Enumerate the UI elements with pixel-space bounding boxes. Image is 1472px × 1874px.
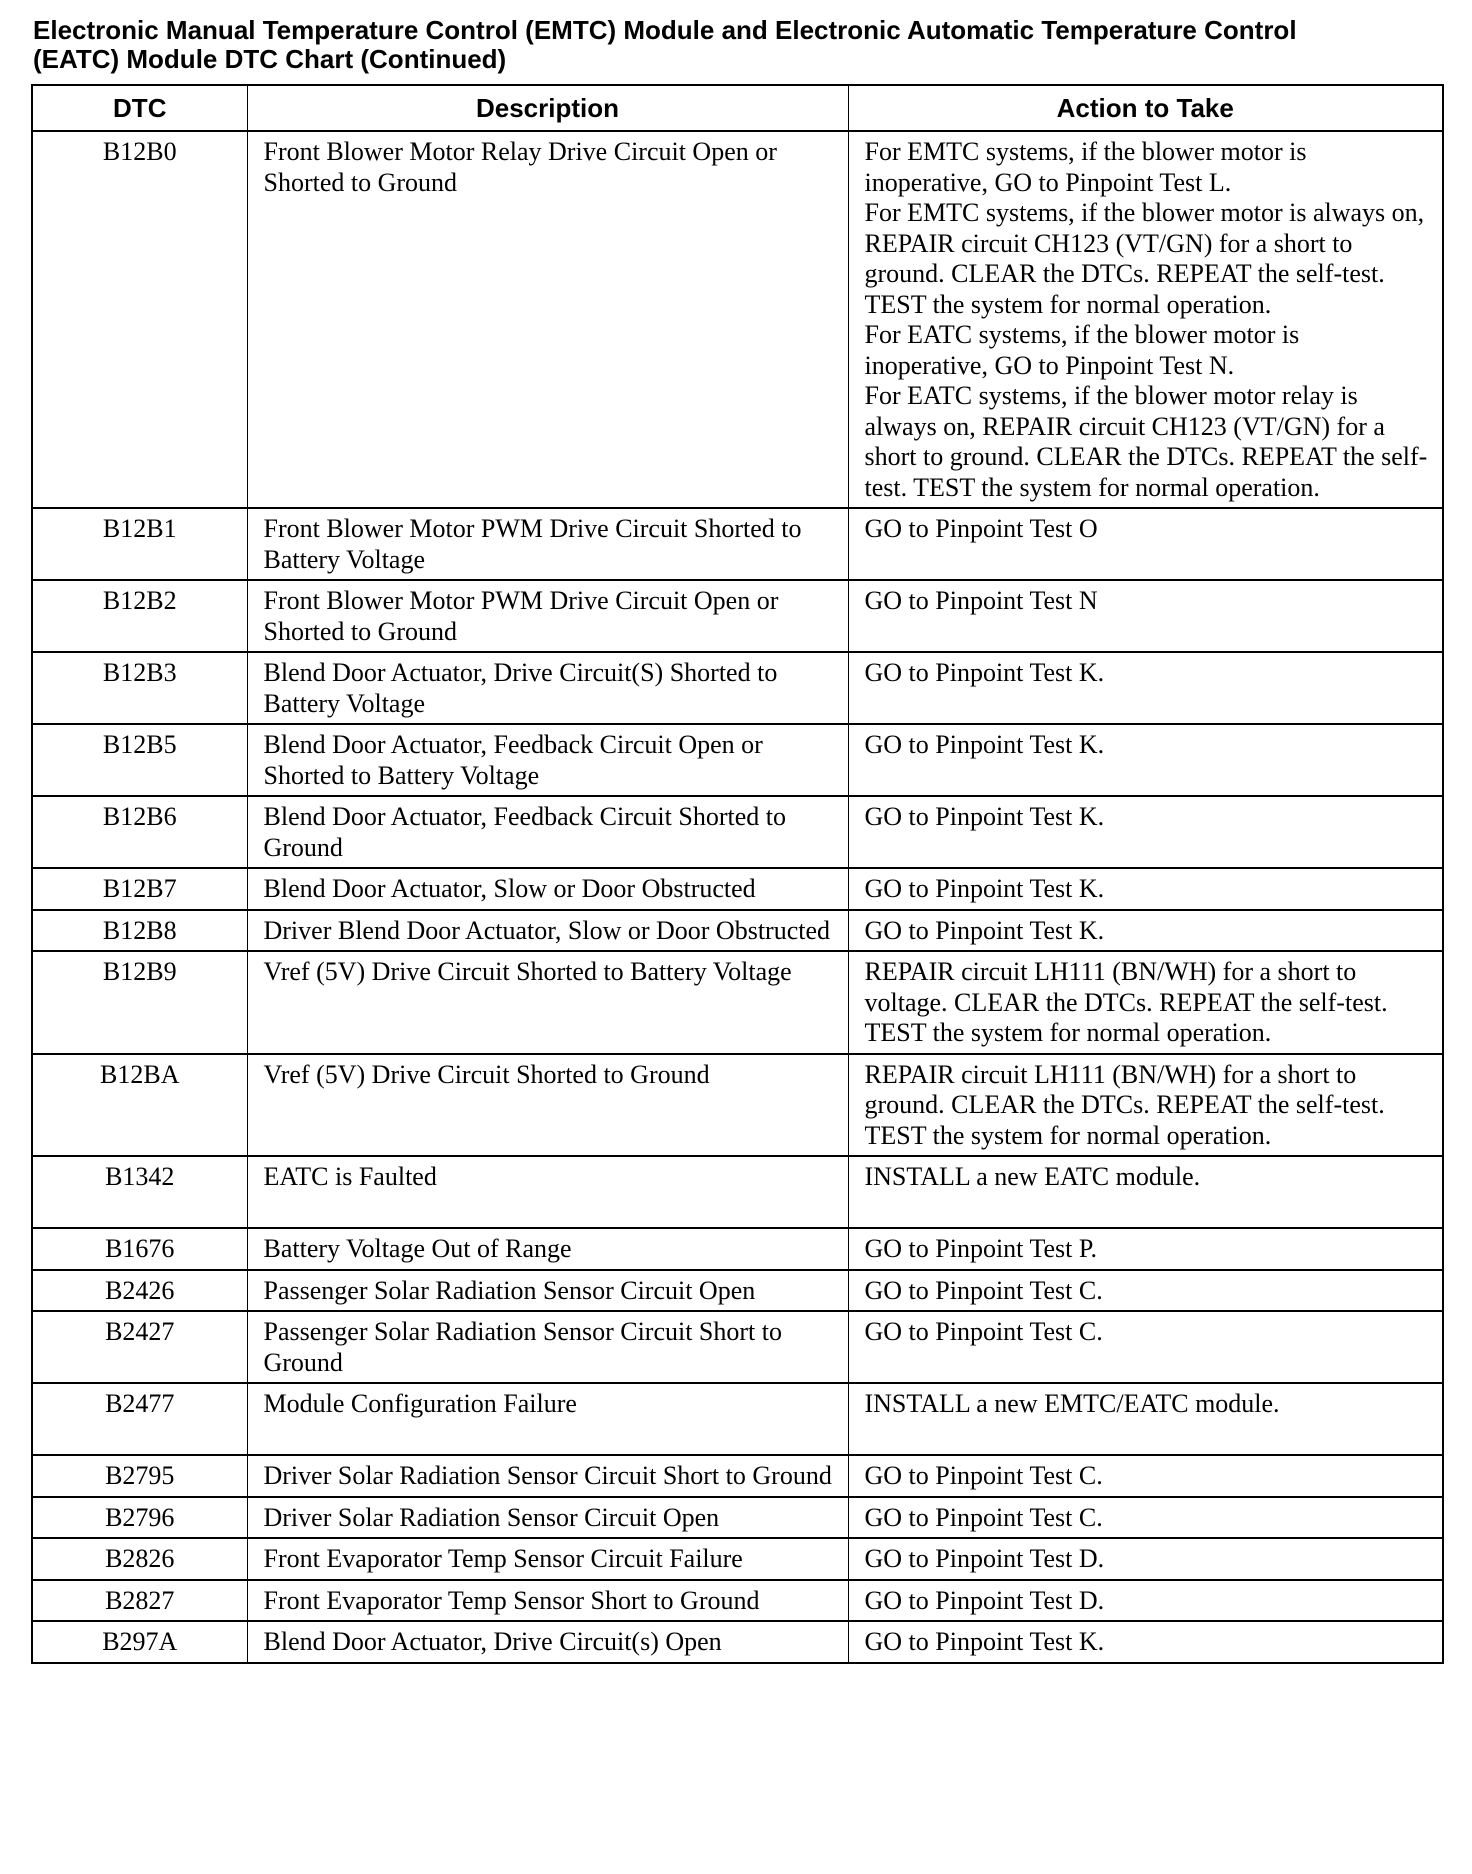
dtc-description: Vref (5V) Drive Circuit Shorted to Battery Voltage (247, 951, 848, 1054)
action-paragraph: REPAIR circuit LH111 (BN/WH) for a short to ground. CLEAR the DTCs. REPEAT the self-test. TEST the system for normal operation. (864, 1059, 1385, 1150)
table-row (32, 796, 1443, 868)
dtc-code: B12B8 (32, 910, 247, 952)
dtc-description: Blend Door Actuator, Feedback Circuit Shorted to Ground (247, 796, 848, 868)
dtc-action (848, 910, 1443, 952)
dtc-description: Blend Door Actuator, Feedback Circuit Open or Shorted to Battery Voltage (247, 724, 848, 796)
dtc-description: Battery Voltage Out of Range (247, 1228, 848, 1270)
dtc-action (848, 1621, 1443, 1663)
action-paragraph: For EMTC systems, if the blower motor is inoperative, GO to Pinpoint Test L. (864, 137, 1307, 197)
dtc-action (848, 1383, 1443, 1455)
title-line-1: Electronic Manual Temperature Control (EMTC) Module and Electronic Automatic Temperature Control (33, 15, 1297, 45)
dtc-code: B2427 (32, 1311, 247, 1383)
action-paragraph: GO to Pinpoint Test K. (864, 915, 1105, 945)
dtc-description: Front Blower Motor PWM Drive Circuit Shorted to Battery Voltage (247, 508, 848, 580)
dtc-action (848, 1580, 1443, 1622)
action-paragraph: GO to Pinpoint Test O (864, 514, 1098, 543)
dtc-code: B2796 (32, 1497, 247, 1539)
action-paragraph: GO to Pinpoint Test D. (864, 1585, 1105, 1615)
dtc-code: B12B5 (32, 724, 247, 796)
dtc-code: B2426 (32, 1270, 247, 1312)
dtc-description: Blend Door Actuator, Drive Circuit(S) Shorted to Battery Voltage (247, 652, 848, 724)
dtc-code: B12B0 (32, 131, 247, 508)
action-paragraph: GO to Pinpoint Test C. (864, 1502, 1103, 1532)
dtc-code: B2826 (32, 1538, 247, 1580)
table-row (32, 1455, 1443, 1497)
dtc-code: B12B2 (32, 580, 247, 652)
dtc-description: Vref (5V) Drive Circuit Shorted to Ground (247, 1054, 848, 1157)
dtc-description: Blend Door Actuator, Drive Circuit(s) Open (247, 1621, 848, 1663)
dtc-code: B2795 (32, 1455, 247, 1497)
header-dtc: DTC (32, 85, 247, 131)
dtc-action (848, 1311, 1443, 1383)
table-header-row (32, 85, 1443, 131)
dtc-description: Blend Door Actuator, Slow or Door Obstructed (247, 868, 848, 910)
title-line-2: (EATC) Module DTC Chart (Continued) (33, 44, 507, 74)
action-paragraph: GO to Pinpoint Test K. (864, 658, 1105, 687)
action-paragraph: For EATC systems, if the blower motor is inoperative, GO to Pinpoint Test N. (864, 320, 1300, 380)
action-paragraph: GO to Pinpoint Test D. (864, 1544, 1105, 1573)
action-paragraph: GO to Pinpoint Test C. (864, 1317, 1103, 1346)
action-paragraph: GO to Pinpoint Test N (864, 586, 1098, 615)
dtc-action (848, 1270, 1443, 1312)
dtc-code: B12B6 (32, 796, 247, 868)
dtc-code: B12B9 (32, 951, 247, 1054)
dtc-code: B2477 (32, 1383, 247, 1455)
header-action: Action to Take (848, 85, 1443, 131)
action-paragraph: GO to Pinpoint Test P. (864, 1234, 1097, 1263)
action-paragraph: GO to Pinpoint Test C. (864, 1275, 1103, 1305)
dtc-description: Passenger Solar Radiation Sensor Circuit Open (247, 1270, 848, 1312)
action-paragraph: INSTALL a new EMTC/EATC module. (864, 1389, 1280, 1418)
table-row (32, 724, 1443, 796)
dtc-description: Driver Solar Radiation Sensor Circuit Short to Ground (247, 1455, 848, 1497)
action-paragraph: GO to Pinpoint Test C. (864, 1461, 1103, 1490)
table-body (32, 131, 1443, 1663)
dtc-action (848, 508, 1443, 580)
dtc-description: Front Blower Motor Relay Drive Circuit Open or Shorted to Ground (247, 131, 848, 508)
dtc-action (848, 796, 1443, 868)
dtc-description: Driver Solar Radiation Sensor Circuit Open (247, 1497, 848, 1539)
dtc-action (848, 1497, 1443, 1539)
dtc-table (31, 84, 1444, 1664)
dtc-action (848, 1538, 1443, 1580)
page (31, 16, 1442, 1664)
table-row (32, 1228, 1443, 1270)
dtc-action (848, 1156, 1443, 1228)
dtc-description: Front Evaporator Temp Sensor Circuit Failure (247, 1538, 848, 1580)
dtc-code: B12B3 (32, 652, 247, 724)
dtc-action (848, 131, 1443, 508)
page-title (33, 16, 1442, 74)
dtc-action (848, 1455, 1443, 1497)
table-row (32, 1580, 1443, 1622)
table-row (32, 1054, 1443, 1157)
table-row (32, 1621, 1443, 1663)
dtc-action (848, 1228, 1443, 1270)
dtc-action (848, 951, 1443, 1054)
dtc-code: B12BA (32, 1054, 247, 1157)
table-row (32, 580, 1443, 652)
action-paragraph: GO to Pinpoint Test K. (864, 874, 1105, 903)
dtc-description: Front Evaporator Temp Sensor Short to Ground (247, 1580, 848, 1622)
action-paragraph: For EMTC systems, if the blower motor is always on, REPAIR circuit CH123 (VT/GN) for a short to ground. CLEAR the DTCs. REPEAT the self-test. TEST the system for normal operation. (864, 198, 1425, 319)
action-paragraph: INSTALL a new EATC module. (864, 1162, 1201, 1191)
table-row (32, 652, 1443, 724)
table-row (32, 1538, 1443, 1580)
table-row (32, 868, 1443, 910)
dtc-description: Module Configuration Failure (247, 1383, 848, 1455)
table-row (32, 1383, 1443, 1455)
dtc-code: B297A (32, 1621, 247, 1663)
dtc-code: B12B7 (32, 868, 247, 910)
action-paragraph: GO to Pinpoint Test K. (864, 730, 1105, 759)
dtc-description: Passenger Solar Radiation Sensor Circuit Short to Ground (247, 1311, 848, 1383)
table-row (32, 1156, 1443, 1228)
dtc-description: Front Blower Motor PWM Drive Circuit Open or Shorted to Ground (247, 580, 848, 652)
table-row (32, 131, 1443, 508)
dtc-action (848, 652, 1443, 724)
action-paragraph: For EATC systems, if the blower motor relay is always on, REPAIR circuit CH123 (VT/GN) for a short to ground. CLEAR the DTCs. REPEAT the self-test. TEST the system for normal operation. (864, 381, 1428, 502)
action-paragraph: GO to Pinpoint Test K. (864, 1627, 1105, 1656)
action-paragraph: GO to Pinpoint Test K. (864, 802, 1105, 831)
dtc-code: B1342 (32, 1156, 247, 1228)
dtc-code: B12B1 (32, 508, 247, 580)
dtc-action (848, 868, 1443, 910)
dtc-action (848, 724, 1443, 796)
table-row (32, 951, 1443, 1054)
dtc-code: B1676 (32, 1228, 247, 1270)
table-row (32, 910, 1443, 952)
table-row (32, 1270, 1443, 1312)
action-paragraph: REPAIR circuit LH111 (BN/WH) for a short to voltage. CLEAR the DTCs. REPEAT the self-test. TEST the system for normal operation. (864, 957, 1388, 1047)
table-row (32, 1497, 1443, 1539)
dtc-action (848, 1054, 1443, 1157)
table-row (32, 508, 1443, 580)
dtc-description: Driver Blend Door Actuator, Slow or Door Obstructed (247, 910, 848, 952)
header-description: Description (247, 85, 848, 131)
table-row (32, 1311, 1443, 1383)
dtc-code: B2827 (32, 1580, 247, 1622)
dtc-description: EATC is Faulted (247, 1156, 848, 1228)
dtc-action (848, 580, 1443, 652)
